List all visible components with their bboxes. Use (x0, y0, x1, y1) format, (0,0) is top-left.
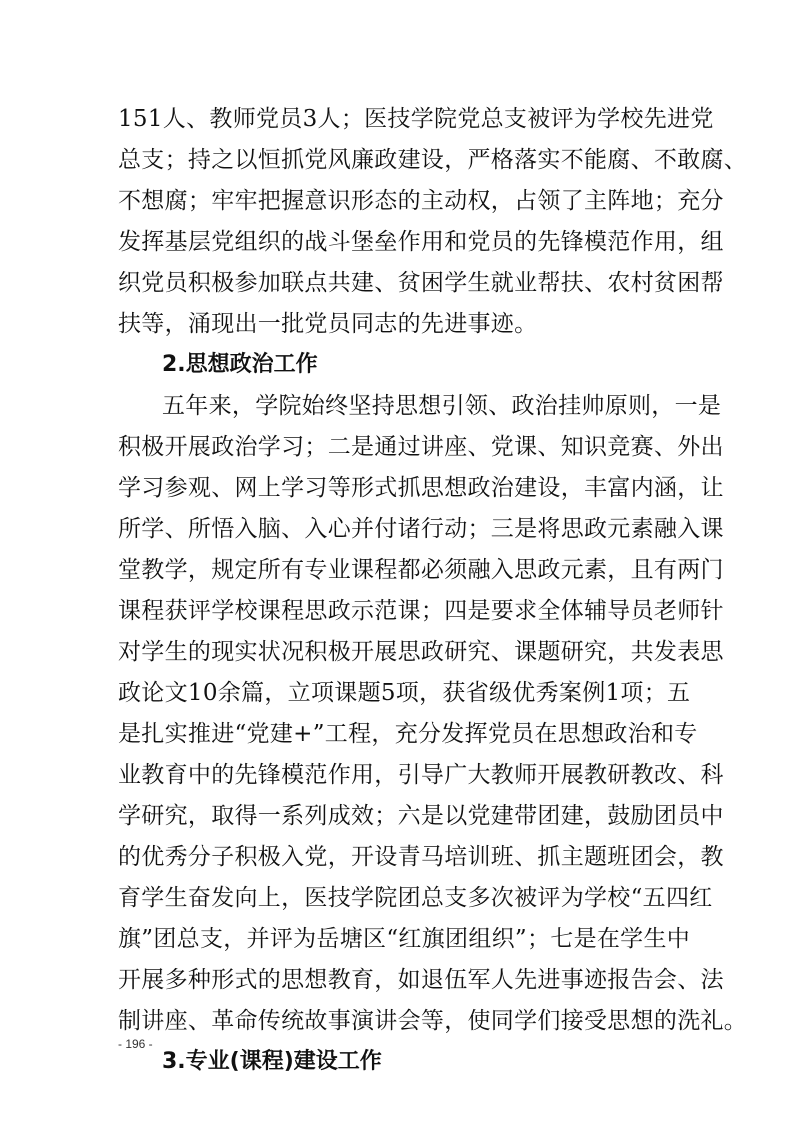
paragraph-2-line-14: 旗”团总支，并评为岳塘区“红旗团组织”；七是在学生中 (118, 926, 691, 952)
section-heading-specialty-course-construction: 3.专业(课程)建设工作 (162, 1049, 382, 1074)
paragraph-1-line-5: 织党员积极参加联点共建、贫困学生就业帮扶、农村贫困帮 (118, 270, 724, 296)
paragraph-2-line-16: 制讲座、革命传统故事演讲会等，使同学们接受思想的洗礼。 (118, 1008, 748, 1034)
paragraph-2-line-3: 学习参观、网上学习等形式抓思想政治建设，丰富内涵，让 (118, 475, 724, 501)
page-number: - 196 - (118, 1037, 153, 1051)
paragraph-2-line-12: 的优秀分子积极入党，开设青马培训班、抓主题班团会，教 (118, 844, 724, 870)
paragraph-1-line-2: 总支；持之以恒抓党风廉政建设，严格落实不能腐、不敢腐、 (118, 147, 748, 173)
paragraph-1-line-3: 不想腐；牢牢把握意识形态的主动权，占领了主阵地；充分 (118, 188, 724, 214)
section-heading-ideological-political-work: 2.思想政治工作 (162, 352, 318, 377)
paragraph-2-line-2: 积极开展政治学习；二是通过讲座、党课、知识竞赛、外出 (118, 434, 724, 460)
paragraph-2-line-15: 开展多种形式的思想教育，如退伍军人先进事迹报告会、法 (118, 967, 724, 993)
paragraph-2-line-4: 所学、所悟入脑、入心并付诸行动；三是将思政元素融入课 (118, 516, 724, 542)
paragraph-2-line-10: 业教育中的先锋模范作用，引导广大教师开展教研教改、科 (118, 762, 724, 788)
paragraph-2-line-13: 育学生奋发向上，医技学院团总支多次被评为学校“五四红 (118, 885, 713, 911)
paragraph-1-line-1: 151人、教师党员3人；医技学院党总支被评为学校先进党 (118, 106, 714, 132)
paragraph-2-line-1: 五年来，学院始终坚持思想引领、政治挂帅原则，一是 (162, 393, 722, 419)
paragraph-2-line-9: 是扎实推进“党建+”工程，充分发挥党员在思想政治和专 (118, 721, 698, 747)
paragraph-2-line-6: 课程获评学校课程思政示范课；四是要求全体辅导员老师针 (118, 598, 724, 624)
paragraph-2-line-8: 政论文10余篇，立项课题5项，获省级优秀案例1项；五 (118, 680, 691, 706)
paragraph-2-line-11: 学研究，取得一系列成效；六是以党建带团建，鼓励团员中 (118, 803, 724, 829)
paragraph-1-line-4: 发挥基层党组织的战斗堡垒作用和党员的先锋模范作用，组 (118, 229, 724, 255)
paragraph-2-line-7: 对学生的现实状况积极开展思政研究、课题研究，共发表思 (118, 639, 724, 665)
paragraph-2-line-5: 堂教学，规定所有专业课程都必须融入思政元素，且有两门 (118, 557, 724, 583)
paragraph-1-line-6: 扶等，涌现出一批党员同志的先进事迹。 (118, 311, 538, 337)
